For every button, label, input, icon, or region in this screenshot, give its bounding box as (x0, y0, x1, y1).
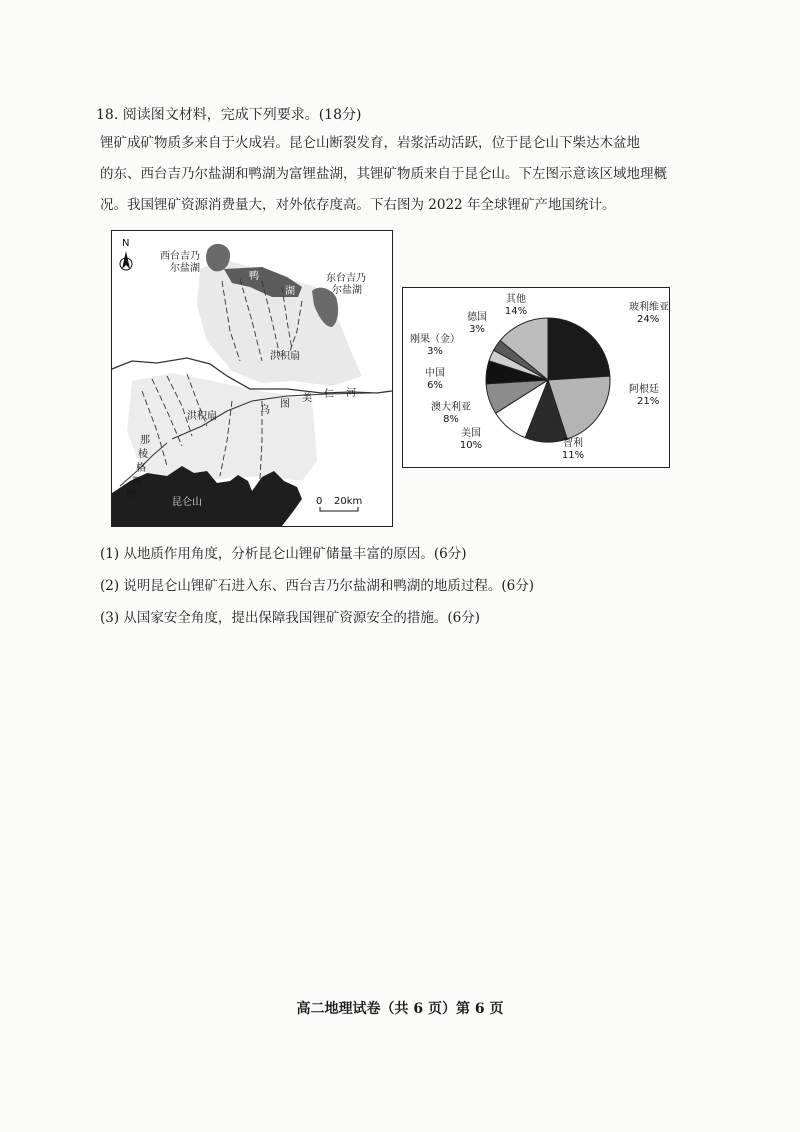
west-lake-label-2: 尔盐湖 (170, 263, 200, 274)
fan-upper-label: 洪积扇 (270, 351, 300, 362)
sub-question-3: (3) 从国家安全角度，提出保障我国锂矿资源安全的措施。(6分) (100, 610, 481, 626)
river2-label-char: 那 (140, 435, 150, 446)
question-title: 18. 阅读图文材料，完成下列要求。(18分) (96, 107, 362, 123)
pie-label-name: 玻利维亚 (629, 302, 669, 313)
pie-label-name: 中国 (425, 368, 445, 379)
paragraph-line-1: 锂矿成矿物质多来自于火成岩。昆仑山断裂发育，岩浆活动活跃，位于昆仑山下柴达木盆地 (100, 135, 640, 151)
west-lake-label-1: 西台吉乃 (160, 251, 200, 262)
sub-question-2: (2) 说明昆仑山锂矿石进入东、西台吉乃尔盐湖和鸭湖的地质过程。(6分) (100, 578, 535, 594)
page-footer: 高二地理试卷（共 6 页）第 6 页 (296, 1001, 504, 1017)
region-map (111, 230, 393, 527)
pie-label-name: 澳大利亚 (431, 402, 471, 413)
pie-slice (548, 318, 610, 380)
pie-label-value: 6% (427, 380, 443, 391)
east-lake-label-1: 东台吉乃 (326, 273, 366, 284)
river-label-char: 仁 (324, 389, 334, 400)
question-paragraph (100, 128, 700, 221)
sub-question-1: (1) 从地质作用角度，分析昆仑山锂矿储量丰富的原因。(6分) (100, 546, 467, 562)
pie-label-name: 智利 (563, 438, 583, 449)
duck-lake-label-2: 湖 (285, 286, 295, 297)
river-label-char: 乌 (260, 405, 270, 416)
pie-label-name: 德国 (467, 312, 487, 323)
pie-label-value: 3% (469, 324, 485, 335)
paragraph-line-2: 的东、西台吉乃尔盐湖和鸭湖为富锂盐湖，其锂矿物质来自于昆仑山。下左图示意该区域地理概 (100, 166, 667, 182)
scale-bar (316, 496, 362, 511)
paragraph-line-3: 况。我国锂矿资源消费量大，对外依存度高。下右图为 2022 年全球锂矿产地国统计。 (100, 197, 616, 213)
north-label: N (122, 238, 130, 249)
pie-chart-box (402, 287, 670, 468)
pie-label-name: 美国 (461, 428, 481, 439)
pie-label-value: 3% (427, 346, 443, 357)
river-label-char: 图 (280, 399, 290, 410)
pie-label-name: 其他 (506, 294, 526, 305)
river2-label-char: 格 (136, 463, 146, 474)
river2-label-char: 河 (126, 489, 136, 500)
east-lake-label-2: 尔盐湖 (332, 285, 362, 296)
pie-label-value: 8% (443, 414, 459, 425)
north-arrow-icon (120, 251, 132, 270)
svg-text:0: 0 (316, 496, 323, 507)
pie-label-value: 10% (459, 440, 483, 451)
river-label-char: 美 (302, 393, 312, 404)
river-label-char: 河 (346, 388, 356, 399)
mountain-label: 昆仑山 (172, 497, 202, 508)
duck-lake-label-1: 鸭 (249, 271, 259, 282)
pie-label-value: 21% (637, 396, 660, 407)
pie-label-name: 阿根廷 (629, 384, 659, 395)
pie-label-value: 14% (504, 306, 528, 317)
svg-text:20km: 20km (334, 496, 363, 507)
pie-label-name: 刚果（金） (410, 334, 460, 345)
fan-lower-label: 洪积扇 (187, 411, 217, 422)
pie-label-value: 11% (561, 450, 585, 461)
river2-label-char: 勒 (132, 477, 142, 488)
pie-chart (403, 288, 669, 467)
pie-label-value: 24% (637, 314, 660, 325)
river2-label-char: 棱 (138, 449, 148, 460)
